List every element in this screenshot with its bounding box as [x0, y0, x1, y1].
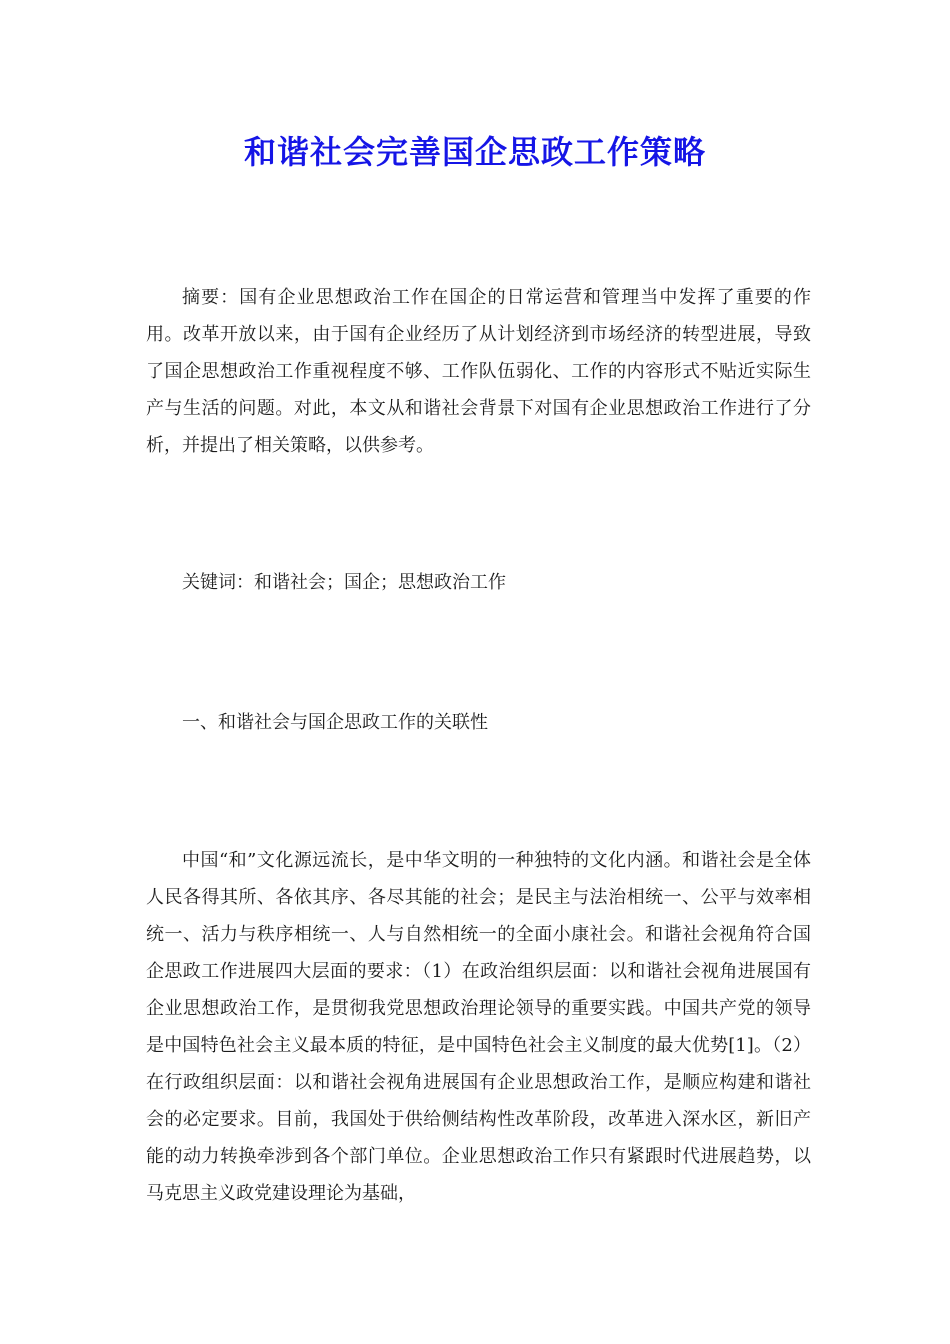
section-heading: 一、和谐社会与国企思政工作的关联性 [182, 712, 488, 733]
keywords-line: 关键词：和谐社会；国企；思想政治工作 [182, 572, 506, 593]
document-title: 和谐社会完善国企思政工作策略 [243, 133, 706, 171]
abstract-paragraph: 摘要：国有企业思想政治工作在国企的日常运营和管理当中发挥了重要的作用。改革开放以来，由于国有企业经历了从计划经济到市场经济的转型进展，导致了国企思想政治工作重视程度不够、工作队伍弱化、工作的内容形式不贴近实际生产与生活的问题。对此，本文从和谐社会背景下对国有企业思想政治工作进行了分析，并提出了相关策略，以供参考。 [146, 287, 811, 456]
body-paragraph: 中国“和”文化源远流长，是中华文明的一种独特的文化内涵。和谐社会是全体人民各得其所、各依其序、各尽其能的社会；是民主与法治相统一、公平与效率相统一、活力与秩序相统一、人与自然相统一的全面小康社会。和谐社会视角符合国企思政工作进展四大层面的要求：（1）在政治组织层面：以和谐社会视角进展国有企业思想政治工作，是贯彻我党思想政治理论领导的重要实践。中国共产党的领导是中国特色社会主义最本质的特征，是中国特色社会主义制度的最大优势[1]。（2）在行政组织层面：以和谐社会视角进展国有企业思想政治工作，是顺应构建和谐社会的必定要求。目前，我国处于供给侧结构性改革阶段，改革进入深水区，新旧产能的动力转换牵涉到各个部门单位。企业思想政治工作只有紧跟时代进展趋势，以马克思主义政党建设理论为基础， [146, 850, 811, 1204]
